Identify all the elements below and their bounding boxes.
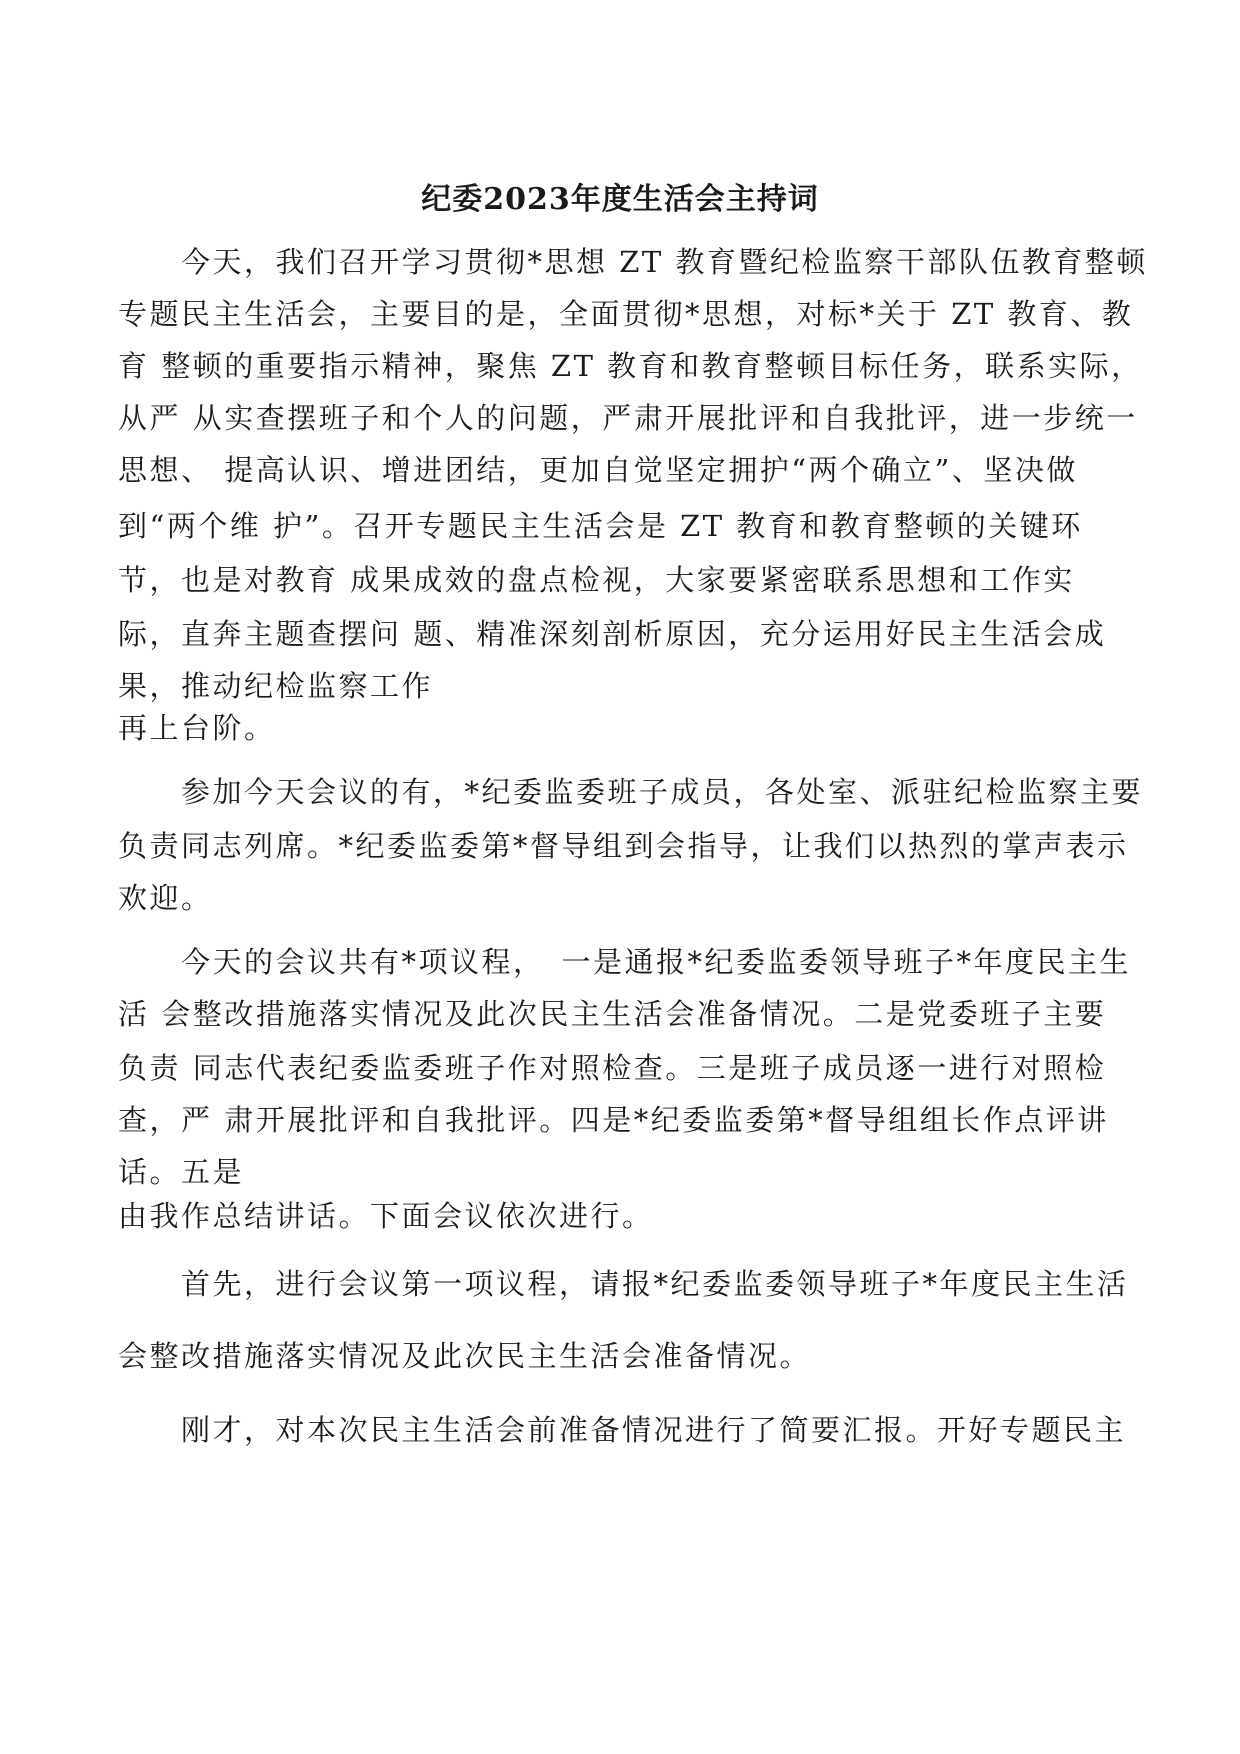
paragraph-line: 参加今天会议的有，*纪委监委班子成员，各处室、派驻纪检监察主要 [118,775,1144,809]
paragraph-line: 欢迎。 [118,881,213,915]
paragraph-line: 刚才，对本次民主生活会前准备情况进行了简要汇报。开好专题民主 [118,1413,1127,1447]
paragraph-line: 果，推动纪检监察工作 [118,669,434,703]
paragraph-line: 会整改措施落实情况及此次民主生活会准备情况。 [118,1339,812,1373]
paragraph-line: 首先，进行会议第一项议程，请报*纪委监委领导班子*年度民主生活 [118,1267,1129,1301]
paragraph-line: 从严 从实查摆班子和个人的问题，严肃开展批评和自我批评，进一步统一 [118,401,1138,435]
paragraph-line: 今天，我们召开学习贯彻*思想 ZT 教育暨纪检监察干部队伍教育整顿 [118,245,1148,279]
paragraph-line: 今天的会议共有*项议程， 一是通报*纪委监委领导班子*年度民主生 [118,945,1132,979]
paragraph-line: 到“两个维 护”。召开专题民主生活会是 ZT 教育和教育整顿的关键环 [118,509,1083,543]
paragraph-line: 由我作总结讲话。下面会议依次进行。 [118,1199,654,1233]
paragraph-line: 负责 同志代表纪委监委班子作对照检查。三是班子成员逐一进行对照检 [118,1051,1107,1085]
paragraph-line: 话。五是 [118,1155,245,1189]
paragraph-line: 专题民主生活会，主要目的是，全面贯彻*思想，对标*关于 ZT 教育、教 [118,297,1134,331]
paragraph-line: 再上台阶。 [118,711,276,745]
paragraph-line: 节，也是对教育 成果成效的盘点检视，大家要紧密联系思想和工作实 [118,563,1075,597]
paragraph-line: 育 整顿的重要指示精神，聚焦 ZT 教育和教育整顿目标任务，联系实际， [118,349,1143,383]
paragraph-line: 活 会整改措施落实情况及此次民主生活会准备情况。二是党委班子主要 [118,997,1107,1031]
document-title: 纪委2023年度生活会主持词 [421,182,819,217]
paragraph-line: 际，直奔主题查摆问 题、精准深刻剖析原因，充分运用好民主生活会成 [118,617,1107,651]
paragraph-line: 思想、 提高认识、增进团结，更加自觉坚定拥护“两个确立”、坚决做 [118,453,1078,487]
paragraph-line: 查，严 肃开展批评和自我批评。四是*纪委监委第*督导组组长作点评讲 [118,1103,1109,1137]
paragraph-line: 负责同志列席。*纪委监委第*督导组到会指导，让我们以热烈的掌声表示 [118,829,1129,863]
